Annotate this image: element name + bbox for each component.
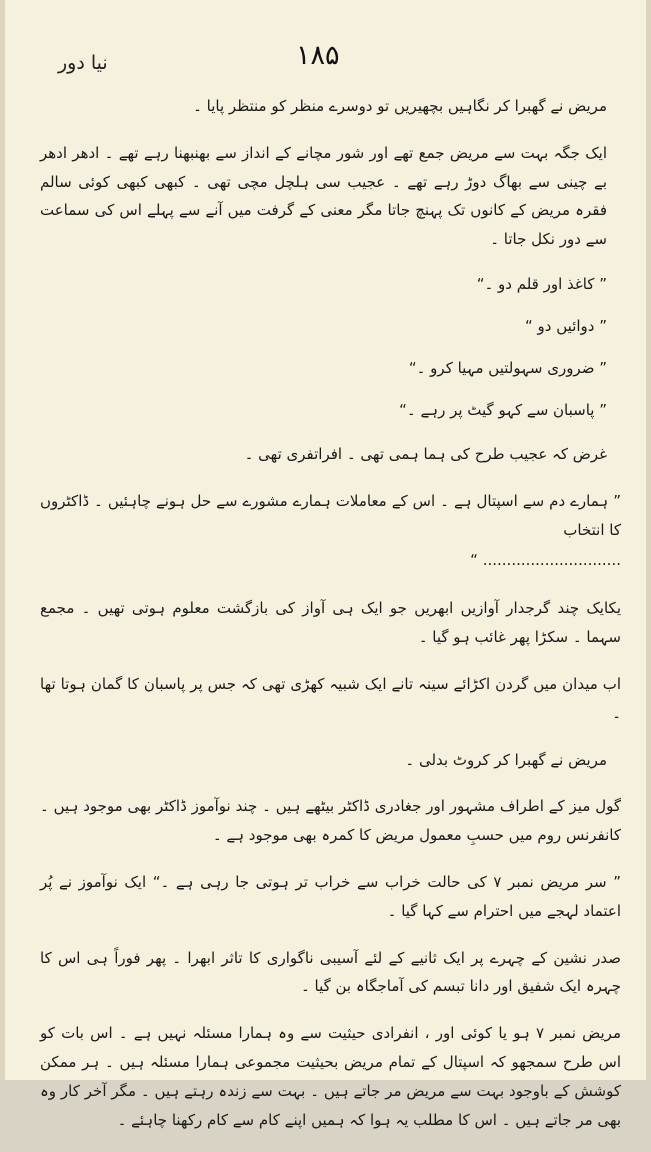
paragraph: گول میز کے اطراف مشہور اور جغادری ڈاکٹر بیٹھے ہیں ۔ چند نوآموز ڈاکٹر بھی موجود ہیں ۔ کانفرنس روم میں حسبِ معمول مریض کا کمرہ بھی موجود ہے ۔ <box>40 797 621 845</box>
dialogue-paragraph: ” ہمارے دم سے اسپتال ہے ۔ اس کے معاملات ہمارے مشورے سے حل ہونے چاہئیں ۔ ڈاکٹروں کا انتخاب <box>40 491 621 539</box>
dialogue-paragraph: ” سر مریض نمبر ۷ کی حالت خراب سے خراب تر ہوتی جا رہی ہے ۔“ ایک نوآموز نے پُر اعتماد لہجے میں احترام سے کہا گیا ۔ <box>40 872 622 920</box>
running-header-title: نیا دور <box>58 52 108 74</box>
paragraph: ایک جگہ بہت سے مریض جمع تھے اور شور مچانے کے انداز سے بھنبھنا رہے تھے ۔ ادھر ادھر بے چینی سے بھاگ دوڑ رہے تھے ۔ عجیب سی ہلچل مچی تھی ۔ کبھی کبھی کوئی سالم فقرہ مریض کے کانوں تک پہنچ جاتا مگر معنی کے گرفت میں آنے سے پہلے اس کی سماعت سے دور نکل جاتا ۔ <box>40 143 607 249</box>
paragraph: مریض نے گھبرا کر نگاہیں بچھیریں تو دوسرے منظر کو منتظر پایا ۔ <box>193 97 607 115</box>
page-number: ۱۸۵ <box>296 40 340 71</box>
paragraph: مریض نے گھبرا کر کروٹ بدلی ۔ <box>405 750 607 769</box>
dialogue-line: ” ضروری سہولتیں مہیا کرو ۔“ <box>408 358 607 377</box>
article-body <box>40 92 621 1152</box>
paragraph: مریض نمبر ۷ ہو یا کوئی اور ، انفرادی حیثیت سے وہ ہمارا مسئلہ نہیں ہے ۔ اس بات کو اس طرح سمجھو کہ اسپتال کے تمام مریض بحیثیت مجموعی ہمارا مسئلہ ہیں ۔ ہر ممکن کوشش کے باوجود بہت سے مریض مر جاتے ہیں ۔ بہت سے زندہ رہتے ہیں ۔ مگر آخر کار وہ بھی مر جاتے ہیں ۔ اس کا مطلب یہ ہوا کہ ہمیں اپنے کام سے کام رکھنا چاہئے ۔ <box>40 1024 621 1129</box>
paragraph: اب میدان میں گردن اکڑائے سینہ تانے ایک شبیہ کھڑی تھی کہ جس پر پاسبان کا گمان ہوتا تھا ۔ <box>40 674 621 722</box>
dialogue-line: ” دوائیں دو “ <box>525 316 607 335</box>
dialogue-line: ” پاسبان سے کہو گیٹ پر رہے ۔“ <box>399 400 607 419</box>
dialogue-line: ” کاغذ اور قلم دو ۔“ <box>476 274 607 293</box>
paragraph: غرض کہ عجیب طرح کی ہما ہمی تھی ۔ افراتفری تھی ۔ <box>244 444 607 463</box>
ellipsis-line: ............................. “ <box>470 551 621 570</box>
paragraph: یکایک چند گرجدار آوازیں ابھریں جو ایک ہی آواز کی بازگشت معلوم ہوتی تھیں ۔ مجمع سہما ۔ سکڑا پھر غائب ہو گیا ۔ <box>40 599 621 647</box>
paragraph: صدر نشین کے چہرے پر ایک ثانیے کے لئے آسیبی ناگواری کا تاثر ابھرا ۔ پھر فوراً ہی اس کا چہرہ ایک شفیق اور دانا تبسم کی آماجگاہ بن گیا ۔ <box>40 948 621 996</box>
page-right-edge <box>646 0 651 1080</box>
page-left-edge <box>0 0 5 1080</box>
